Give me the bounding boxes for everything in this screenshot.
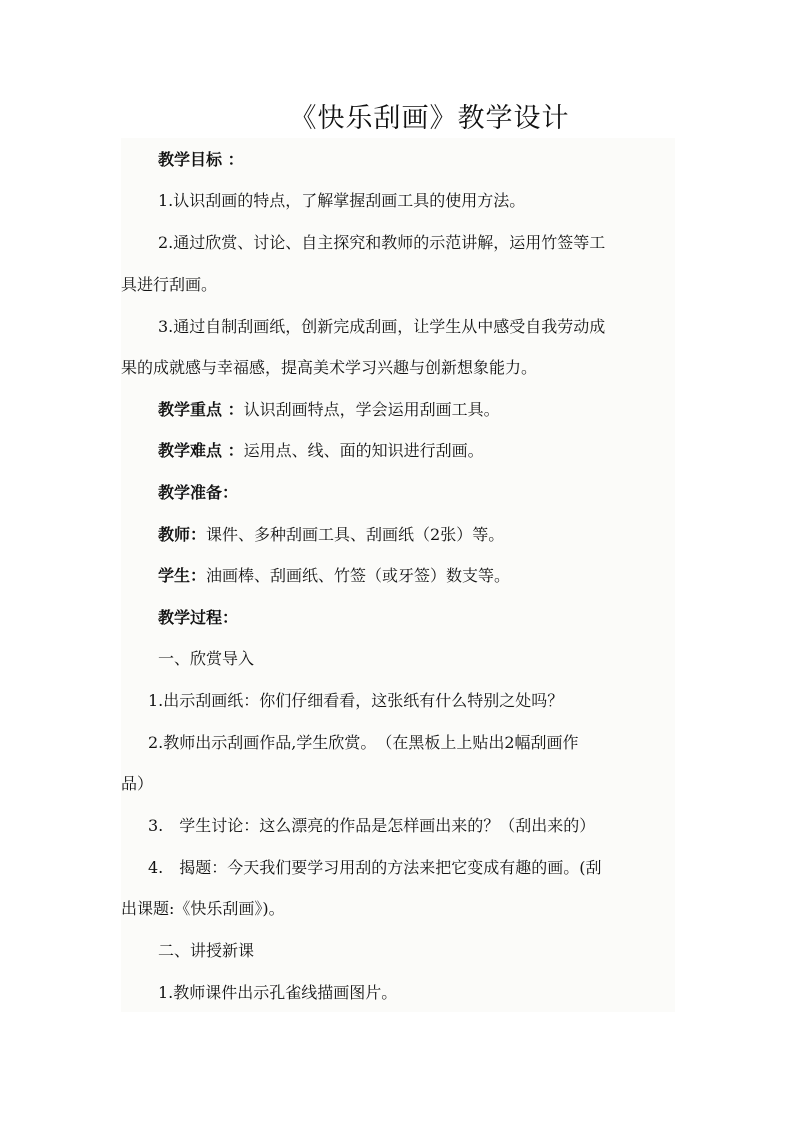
objective-item-3: 3.通过自制刮画纸，创新完成刮画，让学生从中感受自我劳动成: [158, 317, 606, 336]
section-1-heading: 一、欣赏导入: [158, 649, 255, 668]
preparation-heading: 教学准备：: [158, 483, 239, 502]
objective-item-1: 1.认识刮画的特点，了解掌握刮画工具的使用方法。: [158, 191, 526, 210]
teacher-prep-text: 课件、多种刮画工具、刮画纸（2张）等。: [206, 525, 505, 544]
objective-item-3-cont: 果的成就感与幸福感，提高美术学习兴趣与创新想象能力。: [121, 358, 538, 377]
section-2-heading: 二、讲授新课: [158, 941, 255, 960]
key-point-label: 教学重点 ：: [158, 400, 244, 419]
objective-item-2: 2.通过欣赏、讨论、自主探究和教师的示范讲解，运用竹签等工: [158, 233, 606, 252]
section-1-item-4: 4. 揭题：今天我们要学习用刮的方法来把它变成有趣的画。(刮: [148, 858, 602, 877]
page-title: 《快乐刮画》教学设计: [289, 103, 570, 134]
difficulty-label: 教学难点 ：: [158, 441, 244, 460]
student-prep-label: 学生：: [158, 566, 207, 585]
objectives-heading: 教学目标 ：: [158, 150, 244, 169]
student-prep-text: 油画棒、刮画纸、竹签（或牙签）数支等。: [206, 566, 511, 585]
teacher-prep-line: [121, 523, 718, 547]
teacher-prep-label: 教师：: [158, 525, 207, 544]
section-1-item-4-cont: 出课题:《快乐刮画》)。: [121, 899, 285, 918]
key-point-text: 认识刮画特点，学会运用刮画工具。: [243, 400, 500, 419]
section-1-item-2-cont: 品）: [121, 774, 154, 793]
student-prep-line: [121, 564, 718, 588]
section-2-item-1: 1.教师课件出示孔雀线描画图片。: [158, 983, 398, 1002]
key-point-line: [121, 398, 718, 422]
objective-item-2-cont: 具进行刮画。: [121, 275, 218, 294]
process-heading: 教学过程：: [158, 608, 239, 627]
section-1-item-2: 2.教师出示刮画作品,学生欣赏。 （在黑板上上贴出2幅刮画作: [148, 733, 579, 752]
difficulty-line: [121, 439, 718, 463]
section-1-item-1: 1.出示刮画纸：你们仔细看看，这张纸有什么特别之处吗？: [148, 691, 564, 710]
section-1-item-3: 3. 学生讨论：这么漂亮的作品是怎样画出来的？（刮出来的）: [148, 816, 596, 835]
difficulty-text: 运用点、线、面的知识进行刮画。: [243, 441, 484, 460]
